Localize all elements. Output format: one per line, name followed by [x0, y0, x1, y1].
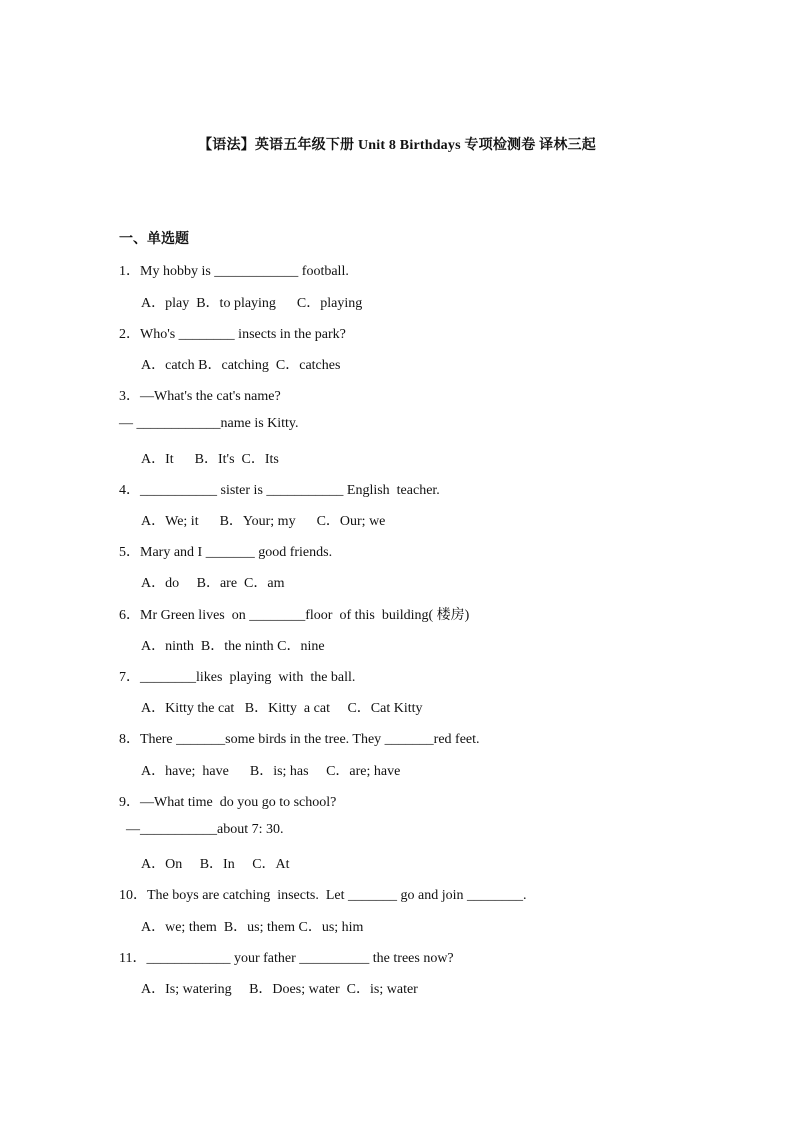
option-line: A．Kitty the cat B．Kitty a cat C．Cat Kitty — [141, 701, 423, 716]
question-line: 10．The boys are catching insects. Let _______ go and join ________. — [119, 888, 527, 903]
question-line: 9．—What time do you go to school? — [119, 795, 337, 810]
page-title: 【语法】英语五年级下册 Unit 8 Birthdays 专项检测卷 译林三起 — [198, 138, 596, 153]
question-line: — ____________name is Kitty. — [119, 416, 299, 431]
section-heading: 一、单选题 — [119, 232, 189, 247]
option-line: A．ninth B．the ninth C．nine — [141, 639, 325, 654]
question-line: 5．Mary and I _______ good friends. — [119, 545, 333, 560]
question-line: 11．____________ your father __________ the trees now? — [119, 951, 454, 966]
question-line: 3．—What's the cat's name? — [119, 389, 281, 404]
option-line: A．have; have B．is; has C．are; have — [141, 764, 401, 779]
option-line: A．we; them B．us; them C．us; him — [141, 920, 364, 935]
question-line: 7．________likes playing with the ball. — [119, 670, 356, 685]
question-line: —___________about 7: 30. — [119, 822, 284, 837]
option-line: A．do B．are C．am — [141, 576, 285, 591]
option-line: A．On B．In C．At — [141, 857, 290, 872]
question-line: 8．There _______some birds in the tree. They _______red feet. — [119, 732, 480, 747]
option-line: A．We; it B．Your; my C．Our; we — [141, 514, 386, 529]
question-line: 2．Who's ________ insects in the park? — [119, 327, 346, 342]
option-line: A．It B．It's C．Its — [141, 452, 279, 467]
option-line: A．play B．to playing C．playing — [141, 296, 363, 311]
question-line: 6．Mr Green lives on ________floor of this building( 楼房) — [119, 608, 470, 623]
question-line: 4．___________ sister is ___________ English teacher. — [119, 483, 440, 498]
question-line: 1．My hobby is ____________ football. — [119, 264, 349, 279]
option-line: A．Is; watering B．Does; water C．is; water — [141, 982, 418, 997]
option-line: A．catch B．catching C．catches — [141, 358, 341, 373]
